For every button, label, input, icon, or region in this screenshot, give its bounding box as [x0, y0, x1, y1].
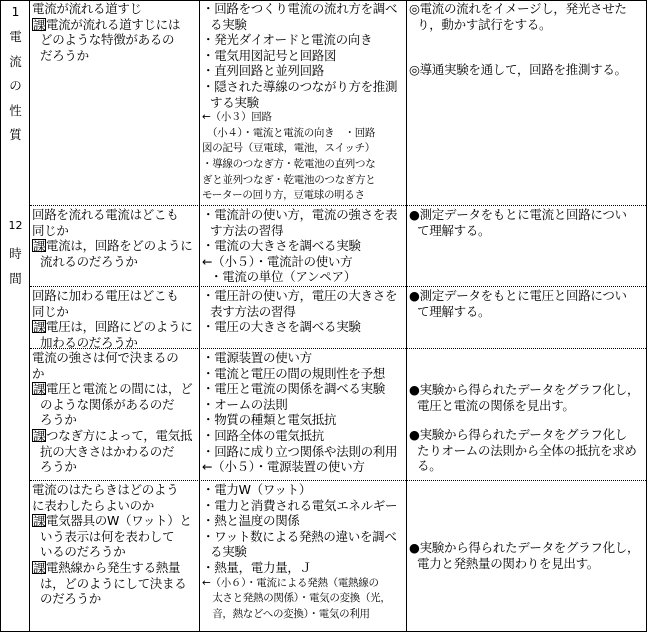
line-text: ←（小３）回路 — [202, 111, 272, 124]
topic-cell — [32, 1, 198, 63]
line-text: 表す方法の習得 — [210, 303, 296, 319]
text-line — [202, 498, 405, 514]
text-line — [202, 288, 405, 304]
line-text: ・電流の大きさを調べる実験 — [202, 238, 361, 254]
line-text: ・導線のつなぎ方・乾電池の直列つな — [202, 157, 376, 170]
text-line — [32, 207, 198, 223]
line-text: 電圧は，回路にどのように — [46, 319, 193, 335]
line-text: ・直列回路と並列回路 — [202, 63, 325, 79]
line-text: ・電圧の大きさを調べる実験 — [202, 319, 361, 335]
line-text: 電流が流れる道すじ — [32, 1, 142, 16]
content-cell — [202, 482, 405, 622]
topic-cell — [32, 350, 198, 475]
line-text: 電気器具のW（ワット）と — [46, 513, 192, 529]
line-text: ←（小６）・電流による発熱（電熱線の — [202, 576, 379, 589]
kadai-mark-box: 課 — [33, 560, 46, 576]
text-line — [32, 444, 198, 460]
text-line — [409, 398, 647, 414]
line-text: いう表示は何を表わして — [40, 528, 175, 544]
text-line — [32, 529, 198, 545]
line-text: に表わしたらよいのか — [32, 497, 155, 513]
topic-cell — [32, 288, 198, 350]
line-text: 図の記号（豆電球，電池，スイッチ） — [202, 142, 375, 155]
line-text: 電圧と電流の関係を見出す。 — [417, 397, 575, 413]
line-text: いるのだろうか — [40, 544, 126, 560]
kadai-mark-box: 課 — [33, 514, 46, 530]
line-text: 流れるのだろうか — [40, 253, 138, 269]
text-line — [32, 591, 198, 607]
elementary-note-line — [202, 607, 405, 623]
text-line — [202, 544, 405, 560]
task-line — [32, 238, 198, 254]
column-divider — [29, 1, 30, 631]
goal-cell — [409, 1, 647, 78]
line-text: ・熱と温度の関係 — [202, 513, 300, 529]
hours-char: 時 — [9, 246, 22, 261]
text-line — [32, 304, 198, 320]
elementary-note-line — [202, 576, 405, 592]
line-text: ●測定データをもとに電圧と回路につい — [409, 288, 627, 303]
goal-cell — [409, 288, 647, 319]
line-text: て理解する。 — [417, 222, 491, 238]
text-line — [409, 288, 647, 304]
text-line — [202, 397, 405, 413]
text-line — [202, 95, 405, 111]
line-text: ・熱量，電力量，Ｊ — [202, 559, 312, 575]
task-line — [32, 17, 198, 33]
elementary-note-line — [202, 188, 405, 204]
text-line — [32, 366, 198, 382]
text-line — [202, 17, 405, 33]
text-line — [32, 335, 198, 351]
elementary-note-line — [202, 110, 405, 126]
line-text: ・電気用図記号と回路図 — [202, 47, 337, 63]
text-line — [32, 288, 198, 304]
line-text: つなぎ方によって，電気抵 — [46, 427, 193, 443]
line-text: る。 — [417, 458, 442, 474]
text-line — [32, 254, 198, 270]
text-line — [202, 48, 405, 64]
line-text: ・隠された導線のつながり方を推測 — [202, 78, 398, 94]
content-cell — [202, 350, 405, 475]
line-text: ・回路全体の電気抵抗 — [202, 427, 325, 443]
line-text: ●実験から得られたデータをグラフ化し， — [409, 540, 640, 555]
text-line — [32, 32, 198, 48]
line-text: たりオームの法則から全体の抵抗を求め — [417, 442, 637, 458]
text-line — [32, 498, 198, 514]
topic-cell — [32, 207, 198, 269]
column-divider — [199, 1, 200, 631]
goal-cell — [409, 350, 647, 474]
line-text: 電圧と電流との間には，ど — [46, 381, 193, 397]
text-line — [409, 223, 647, 239]
task-line — [32, 513, 198, 529]
goal-paragraph — [409, 1, 647, 32]
line-text: ・電流計の使い方，電流の強さを表 — [202, 207, 398, 222]
line-text: ・物質の種類と電気抵抗 — [202, 412, 337, 428]
text-line — [409, 62, 647, 78]
elementary-note-line — [202, 141, 405, 157]
line-text: ←（小５）・電源装置の使い方 — [202, 459, 365, 475]
goal-paragraph — [409, 540, 647, 571]
text-line — [202, 381, 405, 397]
line-text: （小４）・電流と電流の向き ・回路 — [202, 126, 376, 139]
text-line — [32, 459, 198, 475]
content-cell — [202, 207, 405, 285]
elementary-note-line — [202, 157, 405, 173]
line-text: ・回路をつくり電流の流れ方を調べ — [202, 1, 398, 16]
line-text: 同じか — [32, 222, 69, 238]
unit-title-char: 流 — [9, 54, 22, 69]
text-line — [32, 482, 198, 498]
text-line — [202, 444, 405, 460]
row-divider — [30, 286, 646, 287]
text-line — [409, 427, 647, 443]
topic-cell — [32, 482, 198, 607]
text-line — [32, 544, 198, 560]
text-line — [409, 556, 647, 572]
unit-number: 1 — [11, 4, 20, 19]
text-line — [202, 513, 405, 529]
text-line — [32, 1, 198, 17]
text-line — [202, 32, 405, 48]
line-text: ・回路に成り立つ関係や法則の利用 — [202, 443, 398, 459]
text-line — [409, 382, 647, 398]
text-line — [202, 482, 405, 498]
line-text: ・電圧計の使い方，電圧の大きさを — [202, 288, 398, 303]
line-text: 電熱線から発生する熱量 — [46, 559, 181, 575]
text-line — [202, 350, 405, 366]
text-line — [32, 350, 198, 366]
row-divider — [30, 480, 646, 481]
goal-paragraph — [409, 62, 647, 78]
line-text: ●実験から得られたデータをグラフ化し — [409, 427, 628, 443]
goal-cell — [409, 482, 647, 571]
line-text: モーターの回り方，豆電球の明るさ — [202, 189, 365, 202]
line-text: ろうか — [40, 459, 77, 475]
kadai-mark-box: 課 — [33, 382, 46, 398]
elementary-note-line — [202, 173, 405, 189]
unit-title-char: の — [9, 78, 22, 93]
goal-paragraph — [409, 427, 647, 474]
task-line — [32, 319, 198, 335]
text-line — [32, 412, 198, 428]
text-line — [32, 48, 198, 64]
unit-title-char: 質 — [9, 127, 22, 142]
line-text: だろうか — [40, 47, 89, 63]
line-text: どのような特徴があるの — [40, 32, 175, 48]
line-text: か — [32, 365, 45, 381]
kadai-mark-box: 課 — [33, 17, 46, 33]
line-text: ・ワット数による発熱の違いを調べ — [202, 528, 397, 544]
text-line — [409, 540, 647, 556]
line-text: ・電流の単位（アンペア） — [210, 269, 356, 285]
text-line — [202, 366, 405, 382]
line-text: のだろうか — [40, 591, 102, 607]
line-text: は，どのようにして決まる — [40, 575, 187, 591]
text-line — [32, 397, 198, 413]
goal-cell — [409, 207, 647, 238]
row-divider — [30, 205, 646, 206]
line-text: ・電圧と電流の関係を調べる実験 — [202, 381, 386, 397]
goal-paragraph — [409, 288, 647, 319]
line-text: ・電力と消費される電気エネルギー — [202, 497, 398, 513]
goal-paragraph — [409, 207, 647, 238]
text-line — [202, 63, 405, 79]
line-text: ←（小５）・電流計の使い方 — [202, 253, 353, 269]
line-text: 加わるのだろうか — [40, 334, 138, 350]
text-line — [202, 412, 405, 428]
line-text: る実験 — [210, 16, 247, 32]
text-line — [202, 223, 405, 239]
line-text: 太さと発熱の関係）・電気の変換（光， — [202, 592, 391, 605]
line-text: 電流は，回路をどのように — [46, 238, 193, 254]
text-line — [409, 207, 647, 223]
line-text: り，動かす試行をする。 — [417, 16, 552, 32]
line-text: る実験 — [210, 544, 247, 560]
text-line — [202, 254, 405, 270]
line-text: ・発光ダイオードと電流の向き — [202, 32, 373, 48]
task-line — [32, 560, 198, 576]
line-text: ・電力W（ワット） — [202, 482, 312, 497]
elementary-note-line — [202, 591, 405, 607]
line-text: ・オームの法則 — [202, 396, 288, 412]
line-text: 電流のはたらきはどのよう — [32, 482, 179, 497]
line-text: 電力と発熱量の関わりを見出す。 — [417, 555, 600, 571]
text-line — [202, 428, 405, 444]
kadai-mark-box: 課 — [33, 239, 46, 255]
text-line — [202, 459, 405, 475]
task-line — [32, 428, 198, 444]
line-text: する実験 — [210, 94, 259, 110]
line-text: 回路に加わる電圧はどこも — [32, 288, 179, 303]
line-text: のような関係があるのだ — [40, 396, 175, 412]
unit-title-char: 性 — [9, 103, 22, 118]
line-text: ・電流と電圧の間の規則性を予想 — [202, 365, 386, 381]
line-text: 回路を流れる電流はどこも — [32, 207, 179, 222]
line-text: ろうか — [40, 412, 77, 428]
line-text: 同じか — [32, 303, 69, 319]
line-text: ●測定データをもとに電流と回路につい — [409, 207, 627, 222]
text-line — [409, 458, 647, 474]
kadai-mark-box: 課 — [33, 320, 46, 336]
line-text: 抗の大きさはかわるのだ — [40, 443, 175, 459]
line-text: ぎと並列つなぎ・乾電池のつなぎ方と — [202, 173, 376, 186]
line-text: 電流が流れる道すじには — [46, 16, 181, 32]
unit-title-char: 電 — [9, 29, 22, 44]
text-line — [202, 529, 405, 545]
text-line — [202, 1, 405, 17]
line-text: ●実験から得られたデータをグラフ化し， — [409, 382, 640, 397]
text-line — [202, 304, 405, 320]
line-text: ◎導通実験を通して，回路を推測する。 — [409, 62, 627, 78]
text-line — [409, 443, 647, 459]
text-line — [202, 319, 405, 335]
text-line — [409, 1, 647, 17]
line-text: 音，熱などへの変換）・電気の利用 — [202, 607, 370, 620]
hours-char: 間 — [9, 271, 22, 286]
column-divider — [406, 1, 407, 631]
text-line — [202, 560, 405, 576]
text-line — [409, 304, 647, 320]
text-line — [409, 17, 647, 33]
line-text: す方法の習得 — [210, 222, 284, 238]
line-text: ・電源装置の使い方 — [202, 350, 312, 365]
text-line — [202, 269, 405, 285]
text-line — [202, 79, 405, 95]
text-line — [32, 223, 198, 239]
line-text: 電流の強さは何で決まるの — [32, 350, 179, 365]
task-line — [32, 381, 198, 397]
content-cell — [202, 288, 405, 335]
goal-paragraph — [409, 382, 647, 413]
line-text: て理解する。 — [417, 303, 491, 319]
elementary-note-line — [202, 126, 405, 142]
line-text: ◎電流の流れをイメージし，発光させた — [409, 1, 627, 16]
text-line — [202, 207, 405, 223]
text-line — [202, 238, 405, 254]
text-line — [32, 576, 198, 592]
hours-number: 12 — [8, 219, 23, 232]
content-cell — [202, 1, 405, 204]
kadai-mark-box: 課 — [33, 428, 46, 444]
